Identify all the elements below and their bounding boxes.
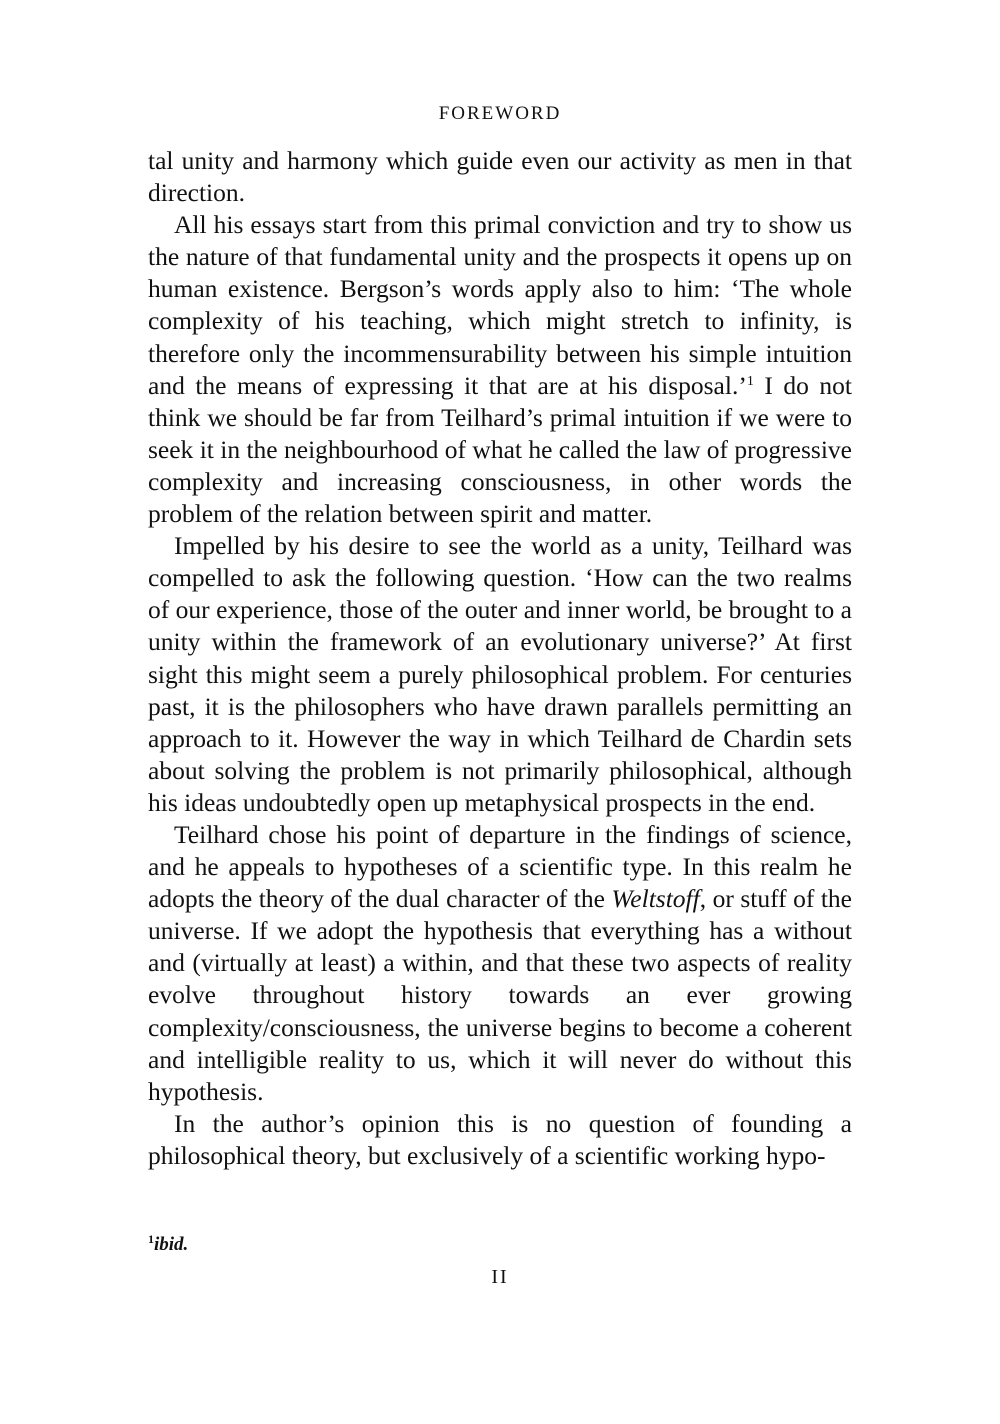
paragraph-5-text: In the author’s opinion this is no question of founding a philosophical theory, but exclusively of a scientific working hypo- (148, 1108, 852, 1170)
footnote-marker: 1 (746, 373, 754, 389)
paragraph-4-text-before: Teilhard chose his point of departure in the findings of science, and he appeals to hypotheses of a scientific type. In this realm he adopts the theory of the dual character of the (148, 819, 852, 914)
footnote-text: ibid. (154, 1234, 189, 1255)
paragraph-4-text-after: , or stuff of the universe. If we adopt the hypothesis that everything has a without and (virtually at least) a within, and that these two aspects of reality evolve throughout history towards an ever growing complexity/consciousness, the universe begins to become a coherent and intelligible reality to us, which it will never do without this hypothesis. (148, 884, 852, 1106)
footnote (148, 1232, 188, 1256)
weltstoff-term: Weltstoff (611, 884, 700, 914)
paragraph-3-text: Impelled by his desire to see the world as a unity, Teilhard was compelled to ask the following question. ‘How can the two realms of our experience, those of the outer and inner world, be brought to a unity within the framework of an evolutionary universe?’ At first sight this might seem a purely philosophical problem. For centuries past, it is the philosophers who have drawn parallels permitting an approach to it. However the way in which Teilhard de Chardin sets about solving the problem is not primarily philosophical, although his ideas undoubtedly open up metaphysical prospects in the end. (148, 531, 852, 817)
body-text (148, 145, 852, 1172)
paragraph-2-text-after: I do not think we should be far from Teilhard’s primal intuition if we were to seek it in the neighbourhood of what he called the law of progressive complexity and increasing consciousness, in other words the problem of the relation between spirit and matter. (148, 370, 852, 529)
paragraph-1 (148, 145, 852, 209)
page-number: II (491, 1266, 509, 1288)
paragraph-4 (148, 819, 852, 1108)
paragraph-2 (148, 209, 852, 530)
paragraph-2-text-before: All his essays start from this primal conviction and try to show us the nature of that fundamental unity and the prospects it opens up on human existence. Bergson’s words apply also to him: ‘The whole complexity of his teaching, which might stretch to infinity, is therefore only the incommensurability between his simple intuition and the means of expressing it that are at his disposal.’ (148, 210, 852, 400)
footnote-number: 1 (148, 1232, 154, 1246)
paragraph-1-text: tal unity and harmony which guide even our activity as men in that direction. (148, 146, 852, 208)
paragraph-5 (148, 1108, 852, 1172)
paragraph-3 (148, 530, 852, 819)
running-head: FOREWORD (438, 103, 562, 124)
